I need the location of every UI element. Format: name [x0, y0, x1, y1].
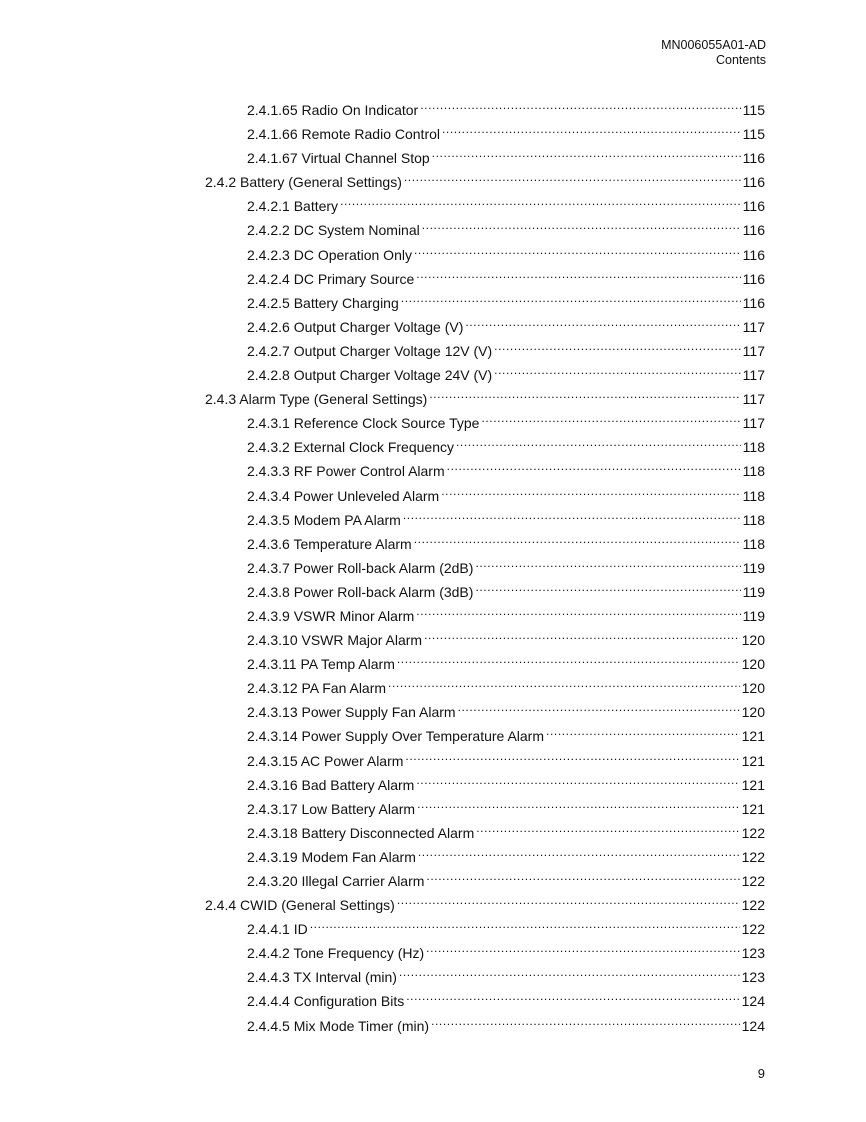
toc-dot-leader	[397, 645, 740, 669]
toc-entry-title: 2.4.2.7 Output Charger Voltage 12V (V)	[247, 342, 493, 359]
toc-entry-page: 116	[742, 246, 765, 263]
toc-entry-title: 2.4.3.13 Power Supply Fan Alarm	[247, 704, 456, 721]
toc-dot-leader	[417, 790, 740, 814]
toc-dot-leader	[546, 717, 740, 741]
toc-dot-leader	[481, 404, 740, 428]
toc-entry-title: 2.4.1.67 Virtual Channel Stop	[247, 150, 430, 167]
toc-entry-title: 2.4.4.4 Configuration Bits	[247, 993, 405, 1010]
toc-entry-title: 2.4.3.8 Power Roll-back Alarm (3dB)	[247, 583, 474, 600]
toc-entry-page: 119	[742, 607, 765, 624]
toc-entry-title: 2.4.4.2 Tone Frequency (Hz)	[247, 945, 425, 962]
toc-entry-page: 122	[741, 848, 765, 865]
toc-entry-page: 115	[742, 126, 765, 143]
toc-entry-title: 2.4.1.66 Remote Radio Control	[247, 126, 440, 143]
toc-entry-title: 2.4.3 Alarm Type (General Settings)	[205, 391, 428, 408]
toc-dot-leader	[431, 1007, 740, 1031]
toc-entry-page: 119	[742, 583, 765, 600]
toc-entry-title: 2.4.3.1 Reference Clock Source Type	[247, 415, 480, 432]
toc-dot-leader	[476, 814, 739, 838]
toc-dot-leader	[416, 260, 740, 284]
toc-dot-leader	[494, 356, 741, 380]
toc-dot-leader	[401, 284, 741, 308]
toc-dot-leader	[397, 886, 740, 910]
toc-dot-leader	[442, 115, 741, 139]
toc-entry-page: 121	[741, 728, 765, 745]
toc-entry-page: 120	[741, 704, 765, 721]
toc-dot-leader	[416, 597, 740, 621]
toc-dot-leader	[414, 525, 741, 549]
toc-entry-title: 2.4.4.1 ID	[247, 921, 308, 938]
toc-entry-page: 121	[741, 752, 765, 769]
toc-entry-title: 2.4.3.2 External Clock Frequency	[247, 439, 454, 456]
toc-entry-page: 117	[742, 367, 765, 384]
toc-entry-title: 2.4.4.5 Mix Mode Timer (min)	[247, 1017, 430, 1034]
toc-entry-title: 2.4.1.65 Radio On Indicator	[247, 102, 419, 118]
toc-dot-leader	[426, 934, 739, 958]
toc-dot-leader	[418, 838, 740, 862]
toc-dot-leader	[399, 958, 740, 982]
toc-entry-title: 2.4.3.14 Power Supply Over Temperature Alarm	[247, 728, 545, 745]
toc-dot-leader	[441, 477, 740, 501]
toc-entry-page: 115	[742, 102, 765, 118]
toc-dot-leader	[422, 211, 741, 235]
toc-entry-title: 2.4.3.19 Modem Fan Alarm	[247, 848, 416, 865]
toc-dot-leader	[416, 766, 739, 790]
table-of-contents	[205, 91, 765, 1034]
toc-dot-leader	[432, 139, 741, 163]
toc-entry-title: 2.4.2.6 Output Charger Voltage (V)	[247, 318, 464, 335]
toc-entry-title: 2.4.3.4 Power Unleveled Alarm	[247, 487, 440, 504]
toc-dot-leader	[475, 573, 740, 597]
toc-entry-page: 116	[742, 174, 765, 191]
toc-entry-page: 118	[742, 439, 765, 456]
toc-dot-leader	[420, 91, 740, 115]
toc-entry-page: 116	[742, 150, 765, 167]
toc-entry-page: 124	[741, 993, 765, 1010]
toc-entry-title: 2.4.2.4 DC Primary Source	[247, 270, 415, 287]
toc-entry-page: 116	[742, 270, 765, 287]
page-number: 9	[757, 1066, 765, 1081]
toc-entry[interactable]	[205, 91, 765, 118]
toc-dot-leader	[429, 380, 740, 404]
toc-entry-title: 2.4.2.2 DC System Nominal	[247, 222, 420, 239]
toc-entry-title: 2.4.2.3 DC Operation Only	[247, 246, 412, 263]
toc-entry-title: 2.4.3.3 RF Power Control Alarm	[247, 463, 445, 480]
toc-entry-page: 118	[742, 487, 765, 504]
toc-entry-title: 2.4.4.3 TX Interval (min)	[247, 969, 397, 986]
toc-entry-title: 2.4.3.17 Low Battery Alarm	[247, 800, 416, 817]
toc-entry-page: 123	[741, 945, 765, 962]
toc-dot-leader	[465, 308, 740, 332]
toc-entry-page: 123	[741, 969, 765, 986]
toc-dot-leader	[404, 163, 741, 187]
toc-dot-leader	[456, 428, 741, 452]
toc-entry-title: 2.4.2 Battery (General Settings)	[205, 174, 402, 191]
toc-entry-page: 118	[742, 463, 765, 480]
toc-entry-title: 2.4.3.12 PA Fan Alarm	[247, 680, 387, 697]
toc-entry-title: 2.4.3.16 Bad Battery Alarm	[247, 776, 415, 793]
toc-dot-leader	[340, 187, 741, 211]
toc-entry-page: 120	[741, 656, 765, 673]
toc-entry-page: 119	[742, 559, 765, 576]
page-header	[661, 38, 766, 68]
toc-dot-leader	[426, 862, 739, 886]
toc-entry-page: 120	[741, 632, 765, 649]
toc-entry-page: 116	[742, 222, 765, 239]
toc-entry-title: 2.4.2.8 Output Charger Voltage 24V (V)	[247, 367, 493, 384]
toc-entry-page: 122	[741, 873, 765, 889]
toc-entry-title: 2.4.3.15 AC Power Alarm	[247, 752, 404, 769]
toc-entry-page: 120	[741, 680, 765, 697]
toc-entry-title: 2.4.3.18 Battery Disconnected Alarm	[247, 824, 475, 841]
toc-entry-title: 2.4.4 CWID (General Settings)	[205, 897, 395, 914]
toc-entry-page: 118	[742, 535, 765, 552]
toc-entry-page: 117	[742, 391, 765, 408]
toc-entry-title: 2.4.3.10 VSWR Major Alarm	[247, 632, 423, 649]
toc-dot-leader	[310, 910, 740, 934]
toc-dot-leader	[494, 332, 741, 356]
toc-dot-leader	[447, 452, 741, 476]
toc-entry-title: 2.4.3.6 Temperature Alarm	[247, 535, 412, 552]
toc-entry-page: 122	[741, 897, 765, 914]
toc-dot-leader	[458, 693, 740, 717]
toc-dot-leader	[405, 742, 739, 766]
toc-entry-title: 2.4.3.5 Modem PA Alarm	[247, 511, 401, 528]
toc-entry-page: 124	[741, 1017, 765, 1034]
toc-dot-leader	[403, 501, 741, 525]
toc-entry-page: 121	[741, 800, 765, 817]
toc-entry-title: 2.4.2.1 Battery	[247, 198, 339, 215]
toc-entry-title: 2.4.3.20 Illegal Carrier Alarm	[247, 873, 425, 889]
toc-entry-title: 2.4.3.7 Power Roll-back Alarm (2dB)	[247, 559, 474, 576]
toc-entry-page: 122	[741, 921, 765, 938]
toc-entry-title: 2.4.3.9 VSWR Minor Alarm	[247, 607, 415, 624]
toc-entry-title: 2.4.3.11 PA Temp Alarm	[247, 656, 395, 673]
toc-dot-leader	[414, 236, 741, 260]
toc-entry-title: 2.4.2.5 Battery Charging	[247, 294, 399, 311]
toc-entry-page: 117	[742, 342, 765, 359]
toc-dot-leader	[475, 549, 740, 573]
toc-entry-page: 117	[742, 318, 765, 335]
toc-entry-page: 116	[742, 294, 765, 311]
toc-dot-leader	[388, 669, 740, 693]
toc-dot-leader	[406, 982, 739, 1006]
document-id: MN006055A01-AD	[661, 38, 766, 52]
toc-entry-page: 122	[741, 824, 765, 841]
toc-entry-page: 121	[741, 776, 765, 793]
toc-dot-leader	[424, 621, 740, 645]
toc-entry-page: 116	[742, 198, 765, 215]
toc-entry-page: 118	[742, 511, 765, 528]
section-title: Contents	[715, 53, 766, 67]
toc-entry-page: 117	[742, 415, 765, 432]
